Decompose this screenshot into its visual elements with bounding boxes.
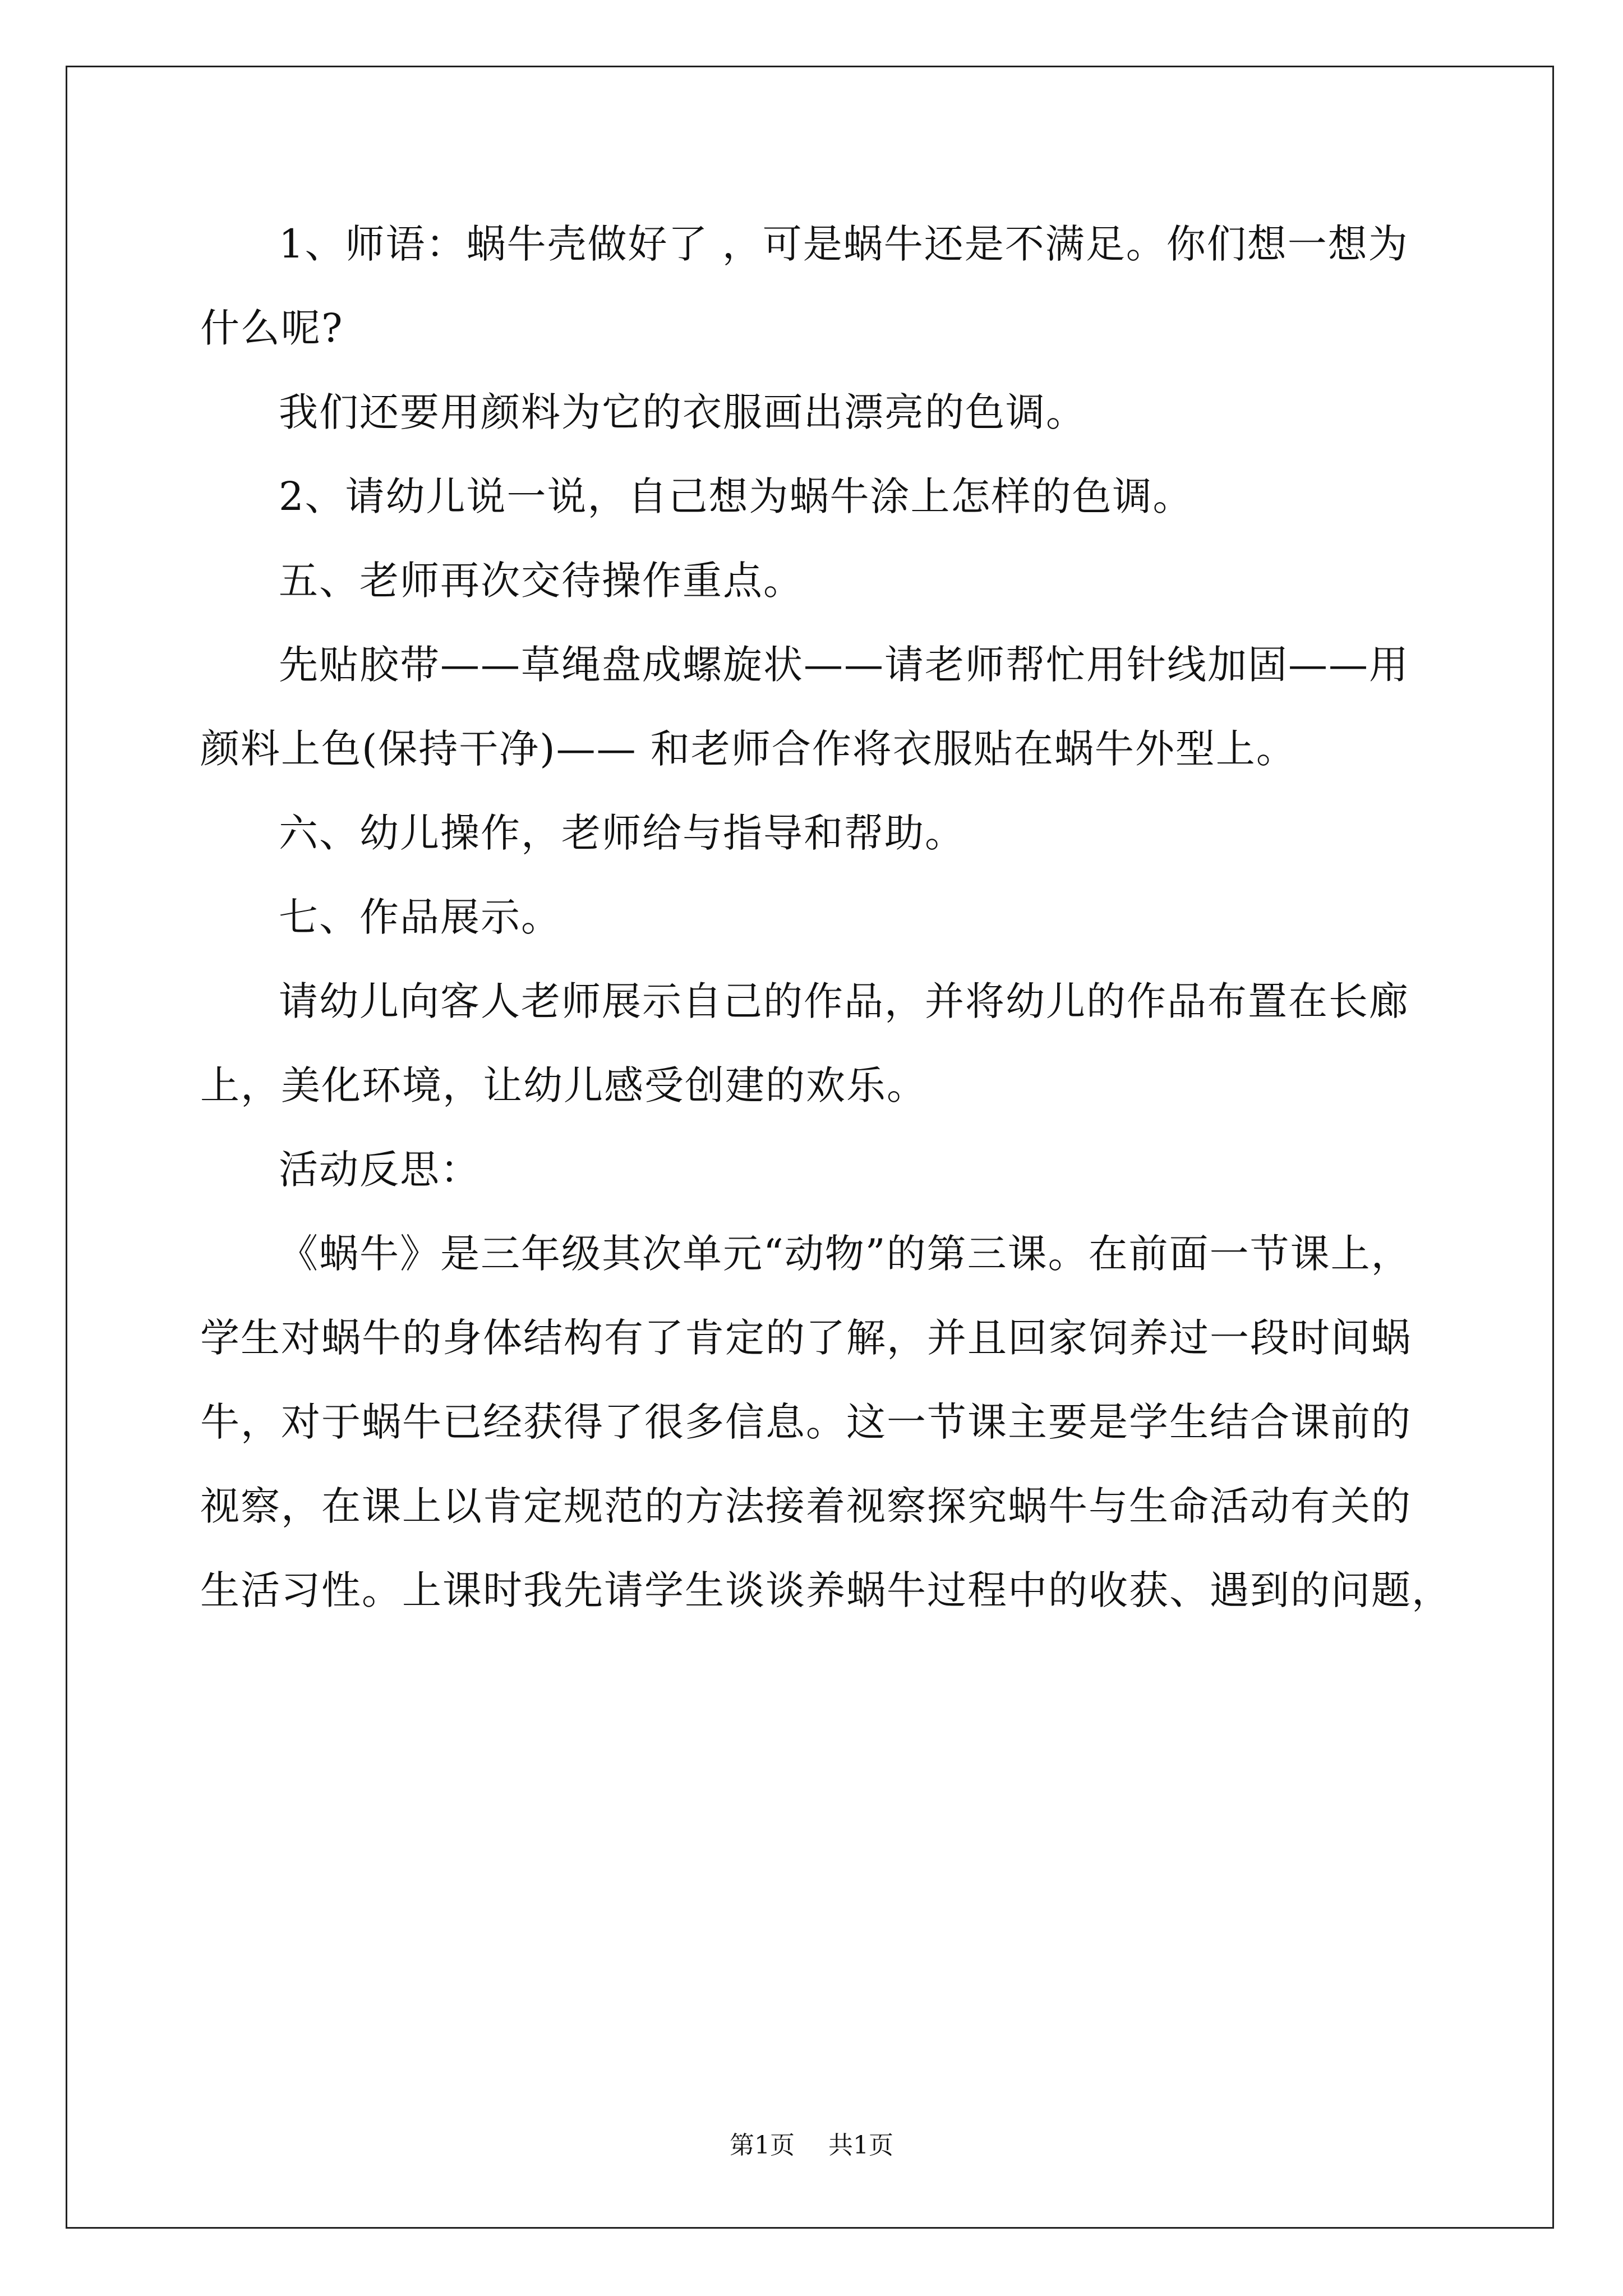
paragraph-line: 生活习性。上课时我先请学生谈谈养蜗牛过程中的收获、遇到的问题， (200, 1567, 1452, 1613)
paragraph-line: 我们还要用颜料为它的衣服画出漂亮的色调。 (279, 389, 1086, 435)
section-heading: 五、老师再次交待操作重点。 (279, 558, 804, 604)
paragraph-line: 学生对蜗牛的身体结构有了肯定的了解，并且回家饲养过一段时间蜗 (200, 1315, 1412, 1361)
page-total: 共1页 (828, 2131, 893, 2160)
paragraph-line: 先贴胶带——草绳盘成螺旋状——请老师帮忙用针线加固——用 (279, 642, 1409, 688)
paragraph-line: 上，美化环境，让幼儿感受创建的欢乐。 (200, 1062, 927, 1108)
paragraph-line: 请幼儿向客人老师展示自己的作品，并将幼儿的作品布置在长廊 (279, 978, 1409, 1024)
section-heading: 七、作品展示。 (279, 894, 561, 940)
document-body (200, 202, 1452, 1632)
paragraph-line: 1、师语：蜗牛壳做好了 ，可是蜗牛还是不满足。你们想一想为 (279, 221, 1409, 267)
page-number: 第1页 (730, 2131, 795, 2160)
section-heading: 活动反思： (279, 1147, 481, 1193)
paragraph-line: 视察，在课上以肯定规范的方法接着视察探究蜗牛与生命活动有关的 (200, 1483, 1412, 1529)
paragraph-line: 什么呢? (200, 305, 344, 351)
paragraph-line: 牛，对于蜗牛已经获得了很多信息。这一节课主要是学生结合课前的 (200, 1399, 1412, 1445)
section-heading: 六、幼儿操作，老师给与指导和帮助。 (279, 810, 965, 856)
paragraph-line: 颜料上色(保持干净)—— 和老师合作将衣服贴在蜗牛外型上。 (200, 726, 1297, 772)
paragraph-line: 2、请幼儿说一说，自己想为蜗牛涂上怎样的色调。 (279, 473, 1193, 519)
paragraph-line: 《蜗牛》是三年级其次单元“动物”的第三课。在前面一节课上， (279, 1231, 1412, 1277)
page-footer (0, 2129, 1623, 2162)
